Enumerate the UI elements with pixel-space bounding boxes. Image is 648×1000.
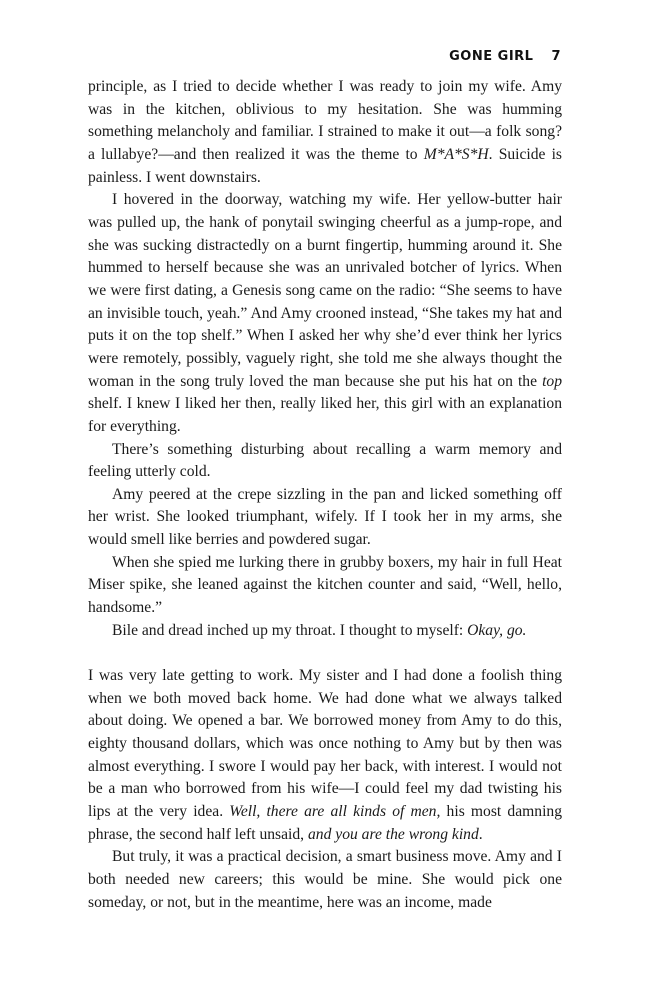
book-title: GONE GIRL [449, 49, 534, 64]
italic-text: Well, there are all kinds of men, [229, 802, 441, 820]
text-run: But truly, it was a practical decision, a smart business move. Amy and I both needed new careers; this would be mine. She would pick one someday, or not, but in the meantime, here was an income, made [88, 848, 562, 911]
paragraph [88, 439, 562, 484]
text-run: Bile and dread inched up my throat. I thought to myself: [112, 621, 468, 639]
italic-text: M*A*S*H [423, 145, 489, 163]
italic-text: top [542, 372, 562, 390]
paragraph [88, 552, 562, 620]
paragraph [88, 76, 562, 189]
body-text [88, 76, 562, 914]
text-run: shelf. I knew I liked her then, really liked her, this girl with an explanation for everything. [88, 395, 562, 435]
paragraph [88, 620, 562, 643]
text-run: his most damning phrase, the second half left unsaid, [88, 802, 562, 843]
text-run: When she spied me lurking there in grubby boxers, my hair in full Heat Miser spike, she leaned against the kitchen counter and said, “Well, hello, handsome.” [88, 553, 562, 617]
italic-text: Okay, go. [467, 621, 527, 639]
text-run: principle, as I tried to decide whether I was ready to join my wife. Amy was in the kitchen, oblivious to my hesitation. She was humming something melancholy and familiar. I strained to make it out—a folk song? a lullabye?—and then realized it was the theme to [88, 78, 562, 163]
text-run: . [478, 825, 483, 843]
text-run: There’s something disturbing about recalling a warm memory and feeling utterly cold. [88, 440, 562, 481]
text-run: I hovered in the doorway, watching my wife. Her yellow-butter hair was pulled up, the hank of ponytail swinging cheerful as a jump-rope, and she was sucking distractedly on a burnt fingertip, humming around it. She hummed to herself because she was an unrivaled botcher of lyrics. When we were first dating, a Genesis song came on the radio: “She seems to have an invisible touch, yeah.” And Amy crooned instead, “She takes my hat and puts it on the top shelf.” When I asked her why she’d ever think her lyrics were remotely, possibly, vaguely right, she told me she always thought the woman in the song truly loved the man because she put his hat on the [88, 191, 562, 390]
text-run: I was very late getting to work. My sister and I had done a foolish thing when we both moved back home. We had done what we always talked about doing. We opened a bar. We borrowed money from Amy to do this, eighty thousand dollars, which was once nothing to Amy but by then was almost everything. I swore I would pay her back, with interest. I would not be a man who borrowed from his wife—I could feel my dad twisting his lips at the very idea. [88, 667, 562, 820]
running-head [449, 49, 561, 64]
paragraph [88, 189, 562, 438]
paragraph [88, 846, 562, 914]
paragraph [88, 484, 562, 552]
text-section-1 [88, 76, 562, 642]
page-number: 7 [551, 49, 561, 64]
section-break [88, 642, 562, 665]
italic-text: and you are the wrong kind [307, 825, 479, 843]
text-run: Amy peered at the crepe sizzling in the pan and licked something off her wrist. She looked triumphant, wifely. If I took her in my arms, she would smell like berries and powdered sugar. [88, 485, 562, 549]
text-section-2 [88, 665, 562, 914]
text-run: . Suicide is painless. I went downstairs. [88, 145, 562, 186]
paragraph [88, 665, 562, 846]
